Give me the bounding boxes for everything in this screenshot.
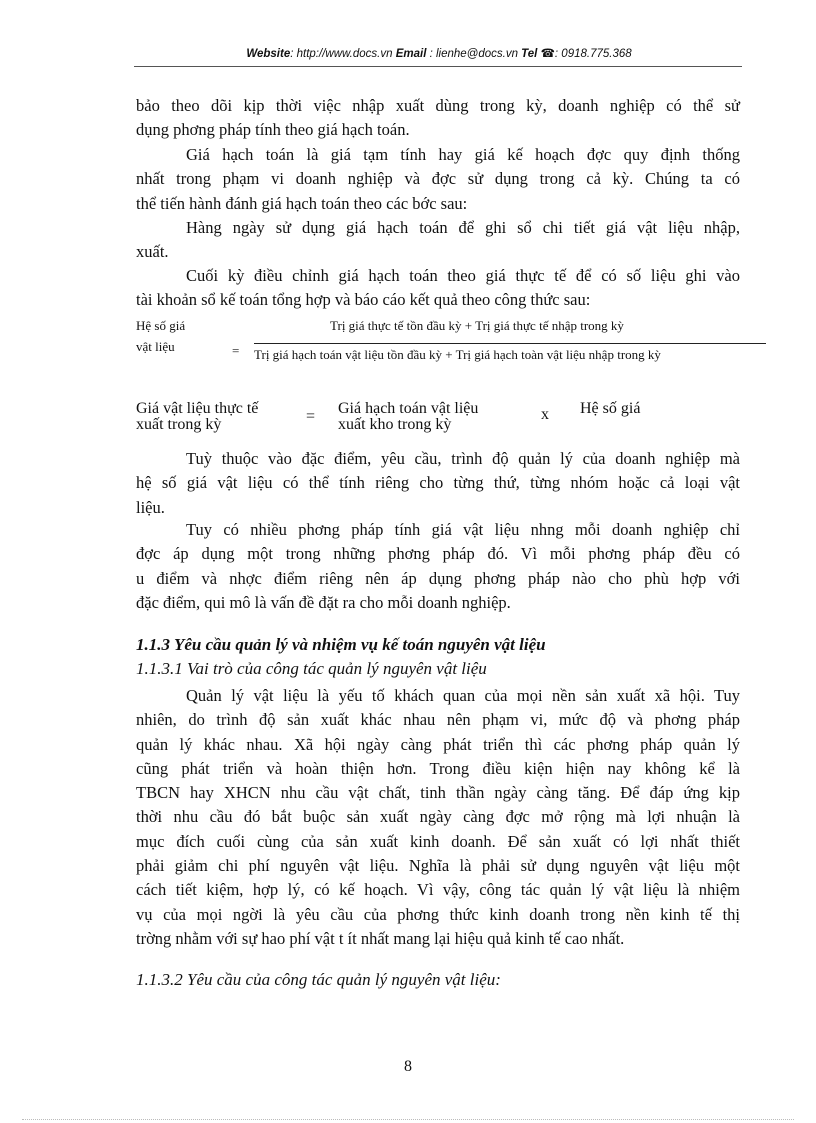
text-line: nhất trong phạm vi doanh nghiệp và đợc sử dụng trong cả kỳ. Chúng ta có (136, 169, 740, 189)
formula2-rhs: Hệ số giá (580, 400, 641, 417)
text-line: Tuỳ thuộc vào đặc điểm, yêu cầu, trình độ quản lý của doanh nghiệp mà (186, 449, 740, 468)
page-number: 8 (404, 1058, 412, 1075)
section-heading-1-1-3: 1.1.3 Yêu cầu quản lý và nhiệm vụ kế toán nguyên vật liệu (136, 635, 546, 654)
website-label: Website (246, 48, 291, 60)
text-line: phải giảm chi phí nguyên vật liệu. Nghĩa là phải sử dụng nguyên vật liệu một (136, 856, 740, 876)
text-line: đợc áp dụng một trong những phơng pháp đó. Vì mỗi phơng pháp đều có (136, 544, 740, 564)
section-heading-1-1-3-1: 1.1.3.1 Vai trò của công tác quản lý nguyên vật liệu (136, 659, 487, 678)
text-line: cách tiết kiệm, hợp lý, có kế hoạch. Vì vậy, công tác quản lý vật liệu là nhiệm (136, 880, 740, 900)
formula2-lhs-line1: Giá vật liệu thực tế (136, 400, 259, 417)
text-line: Tuy có nhiều phơng pháp tính giá vật liệu nhng mỗi doanh nghiệp chỉ (186, 520, 740, 539)
email-value: : lienhe@docs.vn (426, 48, 522, 60)
formula2-mid-line2: xuất kho trong kỳ (338, 416, 452, 433)
formula-equals: = (232, 343, 240, 358)
phone-icon: ☎ (540, 48, 555, 60)
section-heading-1-1-3-2: 1.1.3.2 Yêu cầu của công tác quản lý nguyên vật liệu: (136, 970, 501, 989)
website-value: : http://www.docs.vn (290, 48, 396, 60)
formula2-lhs-line2: xuất trong kỳ (136, 416, 222, 433)
text-line: tài khoản sổ kế toán tổng hợp và báo cáo kết quả theo công thức sau: (136, 290, 591, 310)
text-line: xuất. (136, 242, 169, 262)
formula-lhs-line2: vật liệu (136, 339, 175, 354)
text-line: dụng phơng pháp tính theo giá hạch toán. (136, 120, 410, 140)
formula2-times: x (541, 406, 549, 423)
text-line: u điểm và nhợc điểm riêng nên áp dụng phơng pháp nào cho phù hợp với (136, 568, 740, 588)
fraction-bar (254, 343, 766, 344)
text-line: Quản lý vật liệu là yếu tố khách quan của mọi nền sản xuất xã hội. Tuy (186, 686, 740, 705)
formula-lhs-line1: Hệ số giá (136, 318, 186, 333)
email-label: Email (395, 48, 427, 60)
text-line: nhiên, do trình độ sản xuất khác nhau nên phạm vi, mức độ và phơng pháp (136, 710, 740, 730)
text-line: Hàng ngày sử dụng giá hạch toán để ghi sổ chi tiết giá vật liệu nhập, (186, 218, 740, 237)
formula-denominator: Trị giá hạch toán vật liệu tồn đầu kỳ + Trị giá hạch toàn vật liệu nhập trong kỳ (254, 347, 661, 362)
hach-toan-definition-paragraph (136, 143, 740, 216)
text-line: trờng nhằm với sự hao phí vật t ít nhất mang lại hiệu quả kinh tế cao nhất. (136, 928, 625, 948)
header-divider (134, 66, 742, 67)
text-line: bảo theo dõi kịp thời việc nhập xuất dùng trong kỳ, doanh nghiệp có thể sử (136, 96, 740, 115)
text-line: Giá hạch toán là giá tạm tính hay giá kế hoạch đợc quy định thống (186, 145, 740, 164)
method-choice-paragraph (136, 518, 740, 615)
text-line: Cuối kỳ điều chỉnh giá hạch toán theo giá thực tế để có số liệu ghi vào (186, 266, 740, 285)
text-line: hệ số giá vật liệu có thể tính riêng cho từng thứ, từng nhóm hoặc cả loại vật (136, 473, 740, 493)
text-line: TBCN hay XHCN nhu cầu vật chất, tinh thần ngày càng tăng. Để đáp ứng kịp (136, 783, 740, 803)
text-line: thể tiến hành đánh giá hạch toán theo các bớc sau: (136, 193, 468, 213)
text-line: mục đích cuối cùng của sản xuất kinh doanh. Để sản xuất có lợi nhất thiết (136, 831, 740, 851)
text-line: quản lý khác nhau. Xã hội ngày càng phát triển thì các phơng pháp quản lý (136, 734, 740, 754)
text-line: đặc điểm, qui mô là vấn đề đặt ra cho mỗi doanh nghiệp. (136, 592, 511, 612)
text-line: liệu. (136, 497, 165, 517)
intro-paragraph (136, 94, 740, 143)
tel-label: Tel (521, 48, 538, 60)
text-line: thời nhu cầu đó bắt buộc sản xuất ngày càng đợc mở rộng mà lợi nhuận là (136, 807, 740, 827)
end-period-paragraph (136, 264, 740, 313)
page-bottom-border (22, 1119, 794, 1120)
text-line: vụ của mọi ngời là yêu cầu của phơng thức kinh doanh trong nền kinh tế thị (136, 904, 740, 924)
tel-value: : 0918.775.368 (554, 48, 632, 60)
formula2-equals: = (306, 408, 316, 425)
formula-numerator: Trị giá thực tế tồn đầu kỳ + Trị giá thực tế nhập trong kỳ (330, 318, 624, 333)
text-line: cũng phát triển và hoàn thiện hơn. Trong điều kiện hiện nay không kể là (136, 758, 740, 778)
daily-usage-paragraph (136, 216, 740, 265)
page-header (136, 46, 742, 60)
coefficient-scope-paragraph (136, 447, 740, 520)
management-role-paragraph (136, 684, 740, 951)
formula2-mid-line1: Giá hạch toán vật liệu (338, 400, 479, 417)
